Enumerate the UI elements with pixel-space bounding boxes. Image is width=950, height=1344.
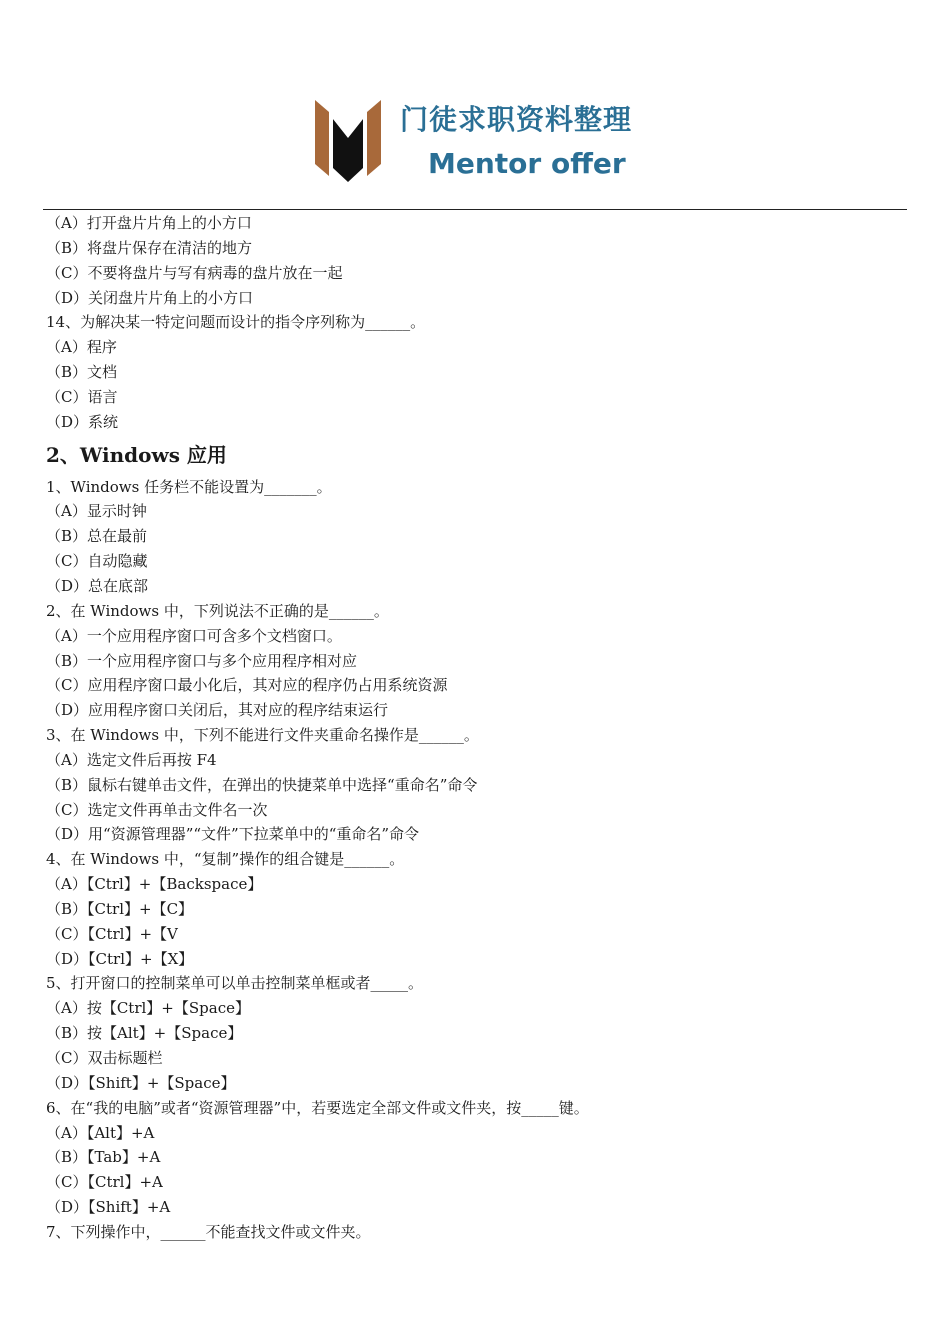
option-line: （C）应用程序窗口最小化后，其对应的程序仍占用系统资源 (46, 676, 448, 695)
header-divider (43, 209, 907, 210)
option-line: （A）程序 (46, 338, 117, 357)
option-line: （C）语言 (46, 387, 118, 406)
option-line: （A）【Alt】+A (46, 1123, 155, 1142)
option-line: （B）文档 (46, 363, 118, 382)
question-line: 14、为解决某一特定问题而设计的指令序列称为______。 (46, 313, 426, 332)
option-line: （B）【Ctrl】+【C】 (46, 899, 194, 918)
option-line: （B）鼠标右键单击文件，在弹出的快捷菜单中选择“重命名”命令 (46, 775, 478, 794)
question-line: 4、在 Windows 中，“复制”操作的组合键是______。 (46, 850, 405, 869)
question-line: 1、Windows 任务栏不能设置为_______。 (46, 477, 332, 496)
option-line: （C）【Ctrl】+A (46, 1173, 163, 1192)
option-line: （C）自动隐藏 (46, 552, 148, 571)
option-line: （A）按【Ctrl】+【Space】 (46, 999, 250, 1018)
question-line: 3、在 Windows 中，下列不能进行文件夹重命名操作是______。 (46, 726, 479, 745)
logo-english-title: Mentor offer (428, 147, 626, 180)
option-line: （C）双击标题栏 (46, 1049, 163, 1067)
option-line: （D）系统 (46, 412, 119, 431)
option-line: （C）不要将盘片与写有病毒的盘片放在一起 (46, 263, 343, 282)
option-line: （D）【Shift】+A (46, 1198, 171, 1217)
mentor-logo-icon (312, 92, 384, 184)
option-line: （A）选定文件后再按 F4 (46, 750, 217, 769)
section-heading: 2、Windows 应用 (46, 442, 227, 467)
question-line: 2、在 Windows 中，下列说法不正确的是______。 (46, 601, 389, 620)
option-line: （B）【Tab】+A (46, 1148, 161, 1167)
page-header (0, 0, 950, 210)
logo-chinese-title: 门徒求职资料整理 (400, 103, 633, 136)
option-line: （A）【Ctrl】+【Backspace】 (46, 875, 263, 894)
option-line: （B）一个应用程序窗口与多个应用程序相对应 (46, 651, 358, 670)
question-line: 7、下列操作中，______不能查找文件或文件夹。 (46, 1222, 371, 1241)
option-line: （A）显示时钟 (46, 502, 147, 521)
option-line: （A）打开盘片片角上的小方口 (46, 214, 252, 232)
option-line: （B）将盘片保存在清洁的地方 (46, 238, 253, 257)
question-line: 6、在“我的电脑”或者“资源管理器”中，若要选定全部文件或文件夹，按_____键。 (46, 1098, 589, 1117)
option-line: （D）用“资源管理器”“文件”下拉菜单中的“重命名”命令 (46, 825, 420, 844)
option-line: （B）按【Alt】+【Space】 (46, 1024, 243, 1043)
option-line: （D）总在底部 (46, 576, 149, 595)
option-line: （C）选定文件再单击文件名一次 (46, 800, 268, 819)
option-line: （D）【Shift】+【Space】 (46, 1073, 236, 1092)
question-line: 5、打开窗口的控制菜单可以单击控制菜单框或者_____。 (46, 974, 424, 993)
option-line: （D）【Ctrl】+【X】 (46, 949, 194, 968)
document-content (46, 211, 906, 1245)
option-line: （D）关闭盘片片角上的小方口 (46, 288, 254, 307)
option-line: （B）总在最前 (46, 527, 148, 546)
option-line: （C）【Ctrl】+【V (46, 924, 178, 943)
option-line: （D）应用程序窗口关闭后，其对应的程序结束运行 (46, 701, 389, 720)
option-line: （A）一个应用程序窗口可含多个文档窗口。 (46, 626, 342, 645)
